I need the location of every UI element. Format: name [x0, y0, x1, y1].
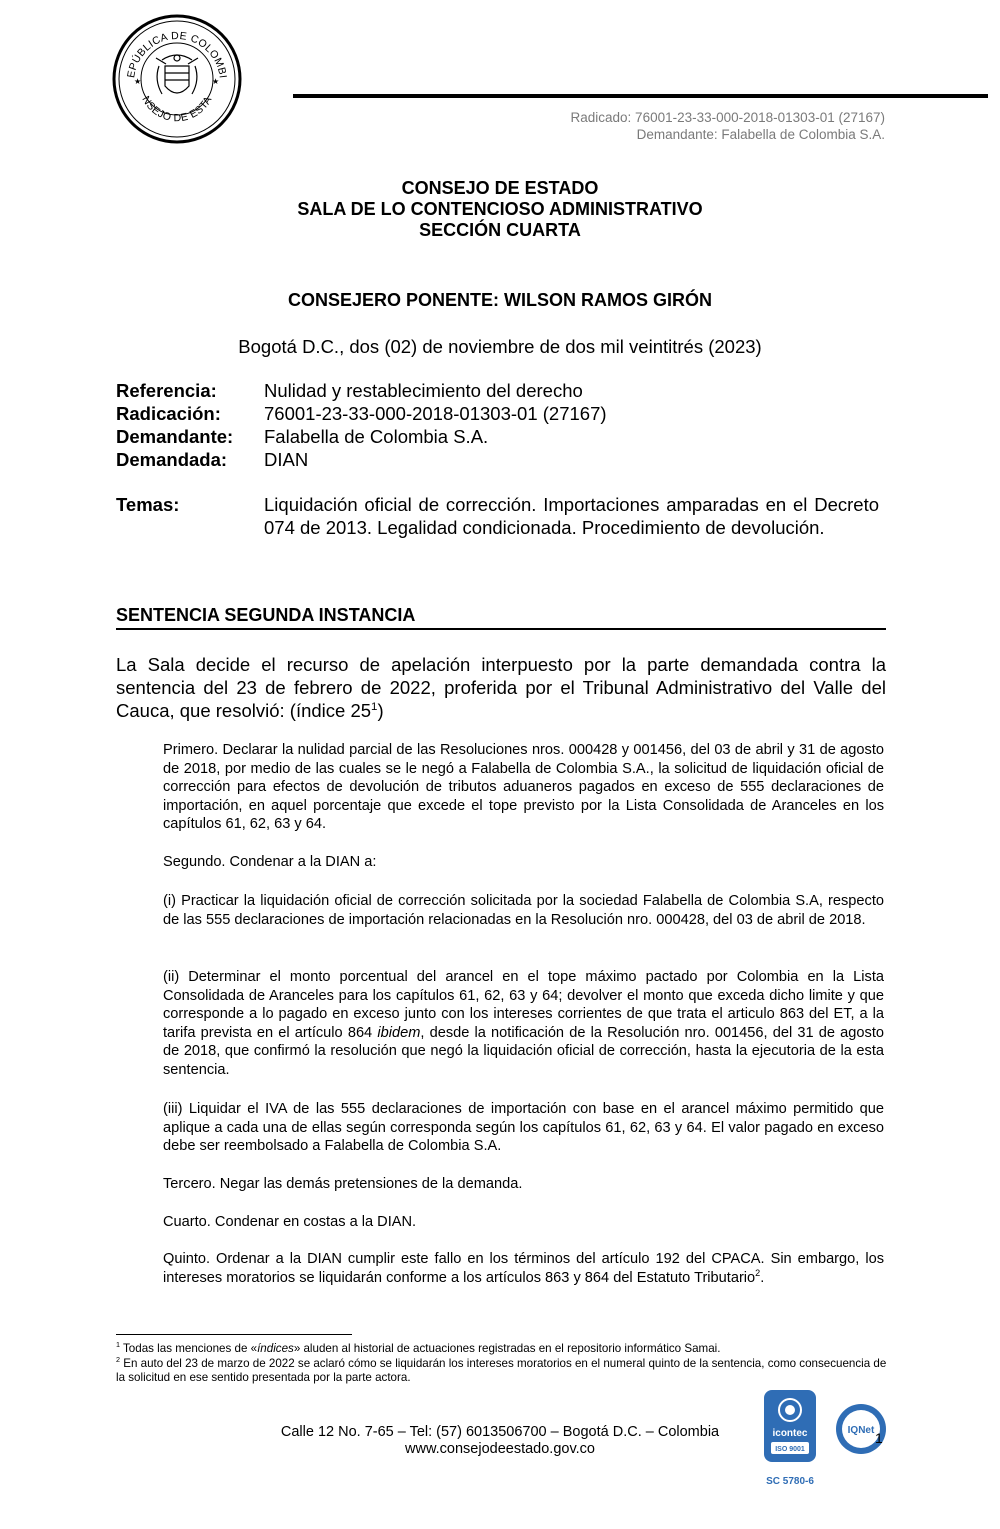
header-rule [293, 94, 988, 98]
footnote-text-end: » aluden al historial de actuaciones registradas en el repositorio informático Samai. [293, 1342, 721, 1355]
quote-item-ii-text: (ii) Determinar el monto porcentual del arancel en el tope máximo pactado por Colombia en la Lista Consolidada de Aranceles para los capítulos 61, 62, 63 y 64; devolver el monto que exceda dicho limite y que corresponde a lo pagado en exceso junto con los intereses corrientes de que trata el articulo 863 del ET, a la tarifa prevista en el artículo 864 [163, 969, 884, 1041]
section-title: SENTENCIA SEGUNDA INSTANCIA [116, 605, 886, 630]
meta-row [116, 402, 607, 425]
quote-primero: Primero. Declarar la nulidad parcial de las Resoluciones nros. 000428 y 001456, del 03 de abril y 31 de agosto de 2018, por medio de las cuales se le negó a Falabella de Colombia S.A., la solicitud de liquidación oficial de corrección para efectos de devolución de tributos aduaneros pagados en exceso de 555 declaraciones de importación, en aquel porcentaje que excede el tope previsto por la Lista Consolidada de Aranceles en los capítulos 61, 62, 63 y 64. [163, 742, 884, 832]
svg-text:★: ★ [212, 77, 220, 86]
footnote-2 [116, 1354, 888, 1386]
quote-item-i: (i) Practicar la liquidación oficial de corrección solicitada por la sociedad Falabella de Colombia S.A, respecto de las 555 declaraciones de importación relacionadas en la Resolución nro. 000428, del 03 de abril de 2018. [163, 893, 884, 928]
meta-value: 76001-23-33-000-2018-01303-01 (27167) [264, 403, 607, 424]
quote-segundo: Segundo. Condenar a la DIAN a: [163, 854, 377, 870]
quote-item-ii [163, 968, 884, 1079]
temas-value: Liquidación oficial de corrección. Importaciones amparadas en el Decreto 074 de 2013. Legalidad condicionada. Procedimiento de devolución. [264, 494, 879, 538]
footer-address: Calle 12 No. 7-65 – Tel: (57) 6013506700 – Bogotá D.C. – Colombia [280, 1424, 720, 1440]
meta-label: Referencia: [116, 380, 217, 401]
footnote-ref-1[interactable]: 1 [371, 700, 378, 713]
meta-label: Demandada: [116, 449, 228, 470]
intro-paragraph [116, 653, 886, 722]
temas-label: Temas: [116, 494, 180, 515]
temas-row [116, 493, 879, 539]
meta-row [116, 425, 607, 448]
court-line-2: SALA DE LO CONTENCIOSO ADMINISTRATIVO [297, 199, 703, 219]
svg-text:icontec: icontec [772, 1428, 808, 1439]
footnote-1 [116, 1342, 888, 1357]
footnote-number: 2 [116, 1354, 120, 1364]
quote-quinto [163, 1250, 884, 1287]
meta-value: Falabella de Colombia S.A. [264, 426, 489, 447]
footnote-emphasis: índices [257, 1342, 294, 1355]
meta-value: Nulidad y restablecimiento del derecho [264, 380, 583, 401]
court-line-1: CONSEJO DE ESTADO [401, 178, 599, 198]
icontec-certification-logo [762, 1388, 818, 1488]
header-radicado: Radicado: 76001-23-33-000-2018-01303-01 (27167) [570, 110, 885, 125]
iqnet-certification-logo [834, 1402, 888, 1456]
footer-website[interactable]: www.consejodeestado.gov.co [405, 1441, 595, 1457]
intro-tail: ) [377, 700, 384, 721]
footnote-text: Todas las menciones de « [120, 1342, 258, 1355]
svg-text:SC 5780-6: SC 5780-6 [766, 1476, 814, 1487]
case-metadata [116, 379, 607, 471]
footnote-separator [116, 1334, 352, 1335]
svg-text:REPÚBLICA DE COLOMBIA: EPÚBLICA DE COLOMBI [125, 29, 229, 80]
header-demandante: Demandante: Falabella de Colombia S.A. [636, 127, 885, 142]
meta-row [116, 448, 607, 471]
quote-item-ii-emphasis: ibidem [377, 1024, 421, 1041]
meta-label: Demandante: [116, 426, 234, 447]
svg-text:★: ★ [134, 77, 142, 86]
quote-item-ii-text-end: , desde la notificación de la Resolución nro. 001456, del 31 de agosto de 2018, que confirmó la resolución que negó la liquidación oficial de corrección, hasta la ejecutoria de la esta sentencia. [163, 1024, 885, 1078]
running-header [571, 109, 885, 143]
quote-tercero: Tercero. Negar las demás pretensiones de la demanda. [163, 1176, 523, 1192]
footnote-text: En auto del 23 de marzo de 2022 se aclaró cómo se liquidarán los intereses moratorios en el numeral quinto de la sentencia, como consecuencia de la solicitud en ese sentido presentada por la parte actora. [116, 1356, 887, 1384]
quote-item-iii: (iii) Liquidar el IVA de las 555 declaraciones de importación con base en el arancel máximo permitido que aplique a cada una de ellas según corresponda según los capítulos 61, 62, 63 y 64. El valor pagado en exceso debe ser reembolsado a Falabella de Colombia S.A. [163, 1101, 884, 1154]
consejero-ponente: CONSEJERO PONENTE: WILSON RAMOS GIRÓN [287, 290, 713, 310]
meta-row [116, 379, 607, 402]
quote-cuarto: Cuarto. Condenar en costas a la DIAN. [163, 1214, 417, 1230]
svg-text:CONSEJO DE ESTADO: NSEJO DE ESTA [139, 94, 215, 125]
footnotes [116, 1342, 888, 1386]
court-line-3: SECCIÓN CUARTA [419, 220, 581, 240]
page-number: 1 [875, 1430, 883, 1446]
quote-quinto-text: Quinto. Ordenar a la DIAN cumplir este fallo en los términos del artículo 192 del CPACA. Sin embargo, los intereses moratorios se liquidarán conforme a los artículos 863 y 864 del Estatuto Tributario [163, 1251, 884, 1286]
footnote-number: 1 [116, 1340, 120, 1350]
meta-value: DIAN [264, 449, 309, 470]
meta-label: Radicación: [116, 403, 221, 424]
quote-quinto-tail: . [760, 1269, 765, 1286]
footnote-ref-2[interactable]: 2 [755, 1267, 761, 1278]
intro-text: La Sala decide el recurso de apelación interpuesto por la parte demandada contra la sentencia del 23 de febrero de 2022, proferida por el Tribunal Administrativo del Valle del Cauca, que resolvió: (índice 25 [116, 654, 886, 721]
svg-text:ISO 9001: ISO 9001 [775, 1446, 805, 1453]
consejo-de-estado-seal [112, 14, 242, 144]
document-date: Bogotá D.C., dos (02) de noviembre de dos mil veintitrés (2023) [238, 336, 762, 357]
svg-text:IQNet: IQNet [847, 1425, 875, 1436]
court-heading [0, 178, 1000, 241]
